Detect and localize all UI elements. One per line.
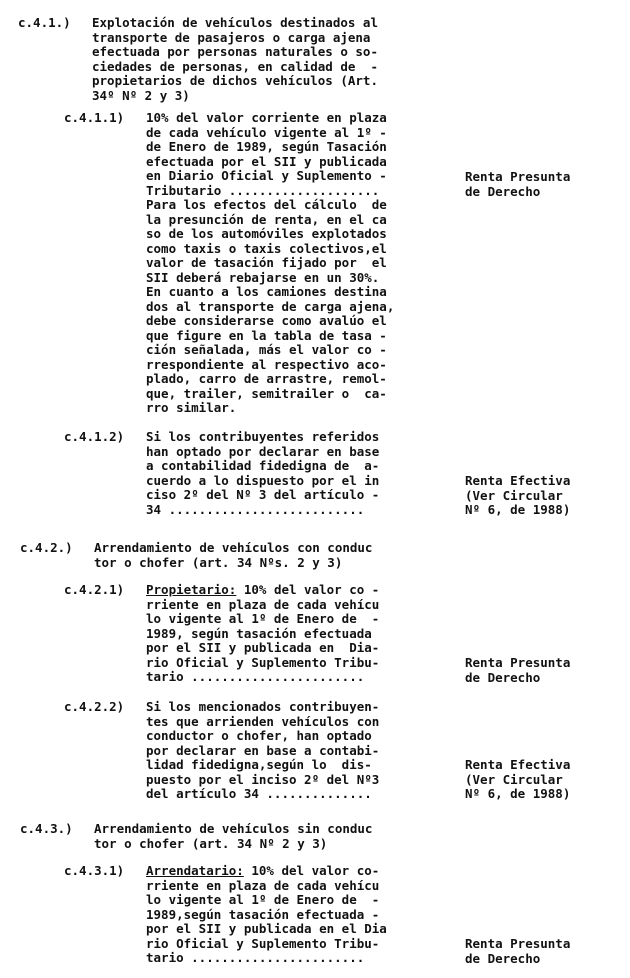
subsection-body: 10% del valor corriente en plaza de cada vehículo vigente al 1º - de Enero de 1989, según Tasación efectuada por el SII y publicada en Diario Oficial y Suplemento - Tributario .................... Para los efectos del cálculo de la presunción de renta, en el ca so de los automóviles explotados como taxis o taxis colectivos,el valor de tasación fijado por el SII deberá rebajarse en un 30%. En cuanto a los camiones destina dos al transporte de carga ajena, debe considerarse como avalúo el que figure en la tabla de tasa - ción señalada, más el valor co - rrespondiente al respectivo aco- plado, carro de arrastre, remol- que, trailer, semitrailer o ca- rro similar.	[146, 110, 395, 415]
subsection-code: c.4.2.1)	[64, 582, 125, 597]
section-code: c.4.2.)	[20, 540, 73, 555]
subsection-body: Si los mencionados contribuyen- tes que arrienden vehículos con conductor o chofer, han optado por declarar en base a contabi- lidad fidedigna,según lo dis- puesto por el inciso 2º del Nº3 del artículo 34 ..............	[146, 699, 380, 801]
subsection-code: c.4.1.2)	[64, 429, 125, 444]
owner-label: Propietario:	[146, 582, 237, 597]
tax-regime-label: Renta Presunta de Derecho	[465, 936, 571, 966]
tenant-label: Arrendatario:	[146, 863, 244, 878]
subsection-code: c.4.3.1)	[64, 863, 125, 878]
subsection-body: Si los contribuyentes referidos han optado por declarar en base a contabilidad fidedigna de a- cuerdo a lo dispuesto por el in ciso 2º del Nº 3 del artículo - 34 ..........................	[146, 429, 380, 517]
subsection-code: c.4.1.1)	[64, 110, 125, 125]
subsection-body: Arrendatario: 10% del valor co- rriente en plaza de cada vehícu lo vigente al 1º de Enero de - 1989,según tasación efectuada - por el SII y publicada en el Dia rio Oficial y Suplemento Tribu- tario .......................	[146, 863, 387, 965]
section-code: c.4.3.)	[20, 821, 73, 836]
subsection-code: c.4.2.2)	[64, 699, 125, 714]
section-heading: Explotación de vehículos destinados al transporte de pasajeros o carga ajena efectuada por personas naturales o so- ciedades de personas, en calidad de - propietarios de dichos vehículos (Art. 34º Nº 2 y 3)	[92, 15, 378, 103]
tax-regime-label: Renta Presunta de Derecho	[465, 169, 571, 199]
section-heading: Arrendamiento de vehículos con conduc tor o chofer (art. 34 Nºs. 2 y 3)	[94, 540, 373, 570]
section-heading: Arrendamiento de vehículos sin conduc tor o chofer (art. 34 Nº 2 y 3)	[94, 821, 373, 851]
tax-regime-label: Renta Efectiva (Ver Circular Nº 6, de 1988)	[465, 473, 571, 517]
subsection-body: Propietario: 10% del valor co - rriente en plaza de cada vehícu lo vigente al 1º de Enero de - 1989, según tasación efectuada por el SII y publicada en Dia- rio Oficial y Suplemento Tribu- tario .......................	[146, 582, 380, 684]
section-code: c.4.1.)	[18, 15, 71, 30]
tax-regime-label: Renta Efectiva (Ver Circular Nº 6, de 1988)	[465, 757, 571, 801]
tax-regime-label: Renta Presunta de Derecho	[465, 655, 571, 685]
